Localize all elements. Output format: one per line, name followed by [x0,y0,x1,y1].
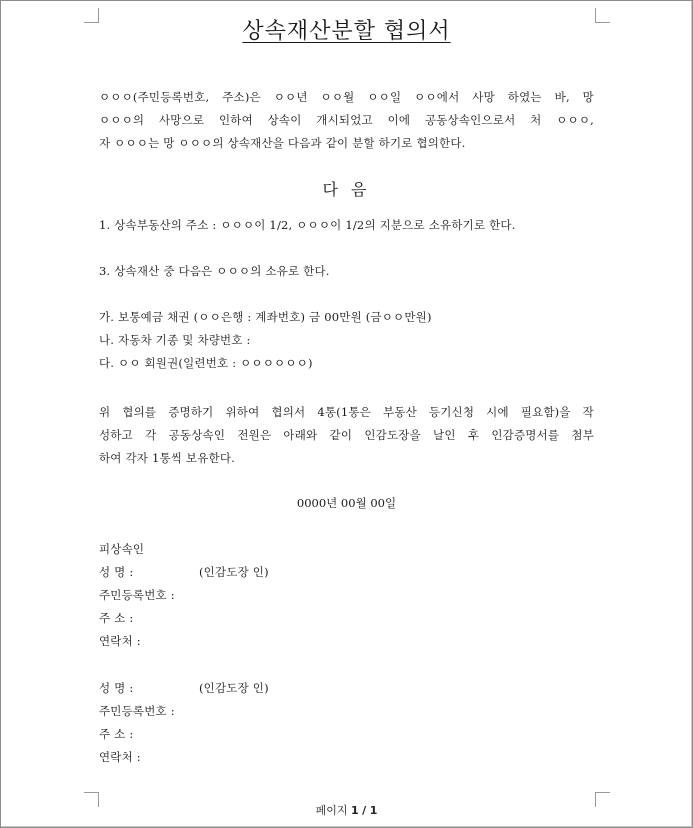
sub-item-na: 나. 자동차 기종 및 차량번호 : [99,333,251,347]
crop-mark-top-left [84,8,99,23]
signer-2-address-label: 주 소 : [99,727,134,741]
item-1: 1. 상속부동산의 주소 : ㅇㅇㅇ이 1/2, ㅇㅇㅇ이 1/2의 지분으로 소유하기로 한다. [99,218,516,232]
intro-line-3: 자 ㅇㅇㅇ는 망 ㅇㅇㅇ의 상속재산을 다음과 같이 분할 하기로 협의한다. [99,136,466,150]
closing-line-3: 하여 각자 1통씩 보유한다. [99,451,236,465]
signer-1-name-label: 성 명 : [99,565,134,579]
page-indicator [0,804,693,818]
signer-1-seal: (인감도장 인) [199,565,269,579]
page-separator: / [362,804,367,817]
signer-2-id-label: 주민등록번호 : [99,704,175,718]
section-heading: 다 음 [322,180,371,199]
closing-line-2: 성하고 각 공동상속인 전원은 아래와 같이 인감도장을 날인 후 인감증명서를 첨부 [99,428,594,442]
signer-2-contact-label: 연락처 : [99,750,141,764]
document-title: 상속재산분할 협의서 [242,19,451,44]
closing-line-1: 위 협의를 증명하기 위하여 협의서 4통(1통은 부동산 등기신청 시에 필요함)을 작 [99,405,594,419]
signer-1-id-label: 주민등록번호 : [99,588,175,602]
intro-line-1: ㅇㅇㅇ(주민등록번호, 주소)은 ㅇㅇ년 ㅇㅇ월 ㅇㅇ일 ㅇㅇ에서 사망 하였는 바, 망 [99,90,594,104]
crop-mark-top-right [595,8,610,23]
item-3: 3. 상속재산 중 다음은 ㅇㅇㅇ의 소유로 한다. [99,264,330,278]
sub-item-ga: 가. 보통예금 채권 (ㅇㅇ은행 : 계좌번호) 금 00만원 (금ㅇㅇ만원) [99,310,432,324]
decedent-label: 피상속인 [99,542,145,556]
agreement-date: 0000년 00월 00일 [296,496,397,510]
signer-1-address-label: 주 소 : [99,611,134,625]
current-page: 1 [351,804,359,817]
signer-2-seal: (인감도장 인) [199,681,269,695]
sub-item-da: 다. ㅇㅇ 회원권(일련번호 : ㅇㅇㅇㅇㅇㅇ) [99,356,313,370]
intro-line-2: ㅇㅇㅇ의 사망으로 인하여 상속이 개시되었고 이에 공동상속인으로서 처 ㅇㅇㅇ, [99,113,594,127]
signer-1-contact-label: 연락처 : [99,634,141,648]
total-pages: 1 [369,804,378,817]
page-label: 페이지 [315,804,348,817]
signer-2-name-label: 성 명 : [99,681,134,695]
